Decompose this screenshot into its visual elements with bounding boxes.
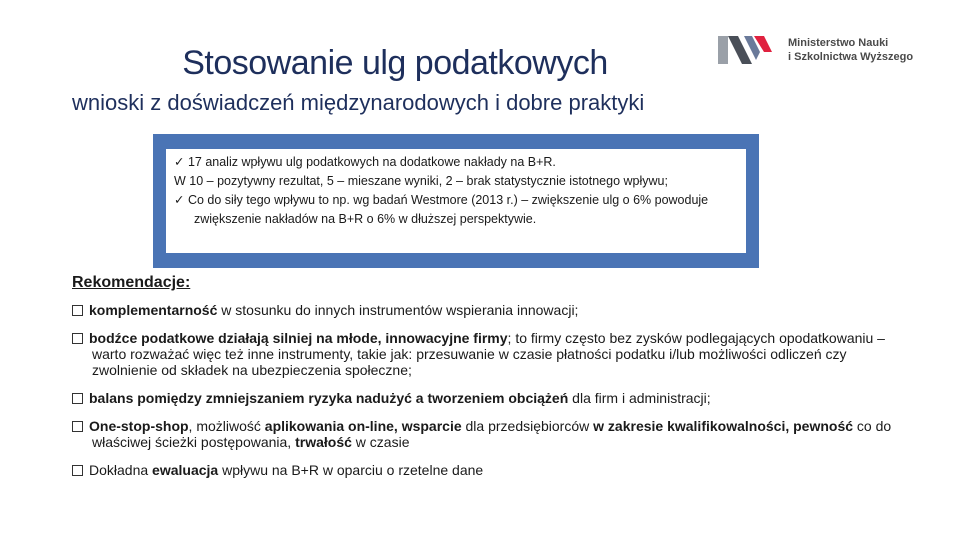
- findings-box-content: [166, 149, 746, 253]
- item-bold: komplementarność: [89, 302, 218, 318]
- item-bold: aplikowania on-line, wsparcie: [264, 418, 462, 434]
- checkbox-bullet-icon: [72, 333, 83, 344]
- item-bold: ewaluacja: [152, 462, 219, 478]
- item-bold: trwałość: [295, 434, 352, 450]
- list-item: [72, 390, 892, 406]
- list-item: [72, 330, 892, 378]
- finding-line-2: W 10 – pozytywny rezultat, 5 – mieszane wyniki, 2 – brak statystycznie istotnego wpływu;: [174, 174, 668, 188]
- checkbox-bullet-icon: [72, 305, 83, 316]
- slide-title: Stosowanie ulg podatkowych: [182, 44, 608, 82]
- findings-box: [153, 134, 759, 268]
- finding-line-1: ✓ 17 analiz wpływu ulg podatkowych na dodatkowe nakłady na B+R.: [174, 155, 556, 169]
- checkbox-bullet-icon: [72, 465, 83, 476]
- item-bold: w zakresie kwalifikowalności, pewność: [593, 418, 854, 434]
- ministry-logo: [718, 30, 938, 70]
- list-item: [72, 418, 892, 450]
- item-text: w czasie: [351, 434, 410, 450]
- item-text: , możliwość: [188, 418, 265, 434]
- item-bold: balans pomiędzy zmniejszaniem ryzyka nadużyć a tworzeniem obciążeń: [89, 390, 569, 406]
- recommendations-list: [72, 302, 892, 490]
- checkbox-bullet-icon: [72, 421, 83, 432]
- list-item: [72, 462, 892, 478]
- item-text: w stosunku do innych instrumentów wspierania innowacji;: [217, 302, 579, 318]
- slide-subtitle: wnioski z doświadczeń międzynarodowych i dobre praktyki: [72, 90, 645, 115]
- item-text: co do właściwej ścieżki postępowania,: [92, 418, 892, 450]
- item-text: Dokładna: [89, 462, 153, 478]
- checkbox-bullet-icon: [72, 393, 83, 404]
- item-bold: One-stop-shop: [89, 418, 189, 434]
- ministry-logo-icon: [718, 34, 774, 66]
- item-text: dla przedsiębiorców: [461, 418, 594, 434]
- list-item: [72, 302, 892, 318]
- item-text: wpływu na B+R w oparciu o rzetelne dane: [218, 462, 484, 478]
- item-text: dla firm i administracji;: [568, 390, 711, 406]
- item-text: ; to firmy często bez zysków podlegających opodatkowaniu – warto rozważać więc też inne instrumenty, takie jak: przesuwanie w czasie płatności podatku i/lub możliwości odliczeń czy zwolnienie od składek na ubezpieczenia społeczne;: [92, 330, 885, 378]
- item-bold: bodźce podatkowe działają silniej na młode, innowacyjne firmy: [89, 330, 508, 346]
- logo-text-line1: Ministerstwo Nauki: [788, 37, 889, 49]
- recommendations-heading: Rekomendacje:: [72, 274, 191, 291]
- finding-line-3: ✓ Co do siły tego wpływu to np. wg badań Westmore (2013 r.) – zwiększenie ulg o 6% powoduje zwiększenie nakładów na B+R o 6% w dłuższej perspektywie.: [174, 193, 709, 226]
- logo-text-line2: i Szkolnictwa Wyższego: [788, 51, 914, 63]
